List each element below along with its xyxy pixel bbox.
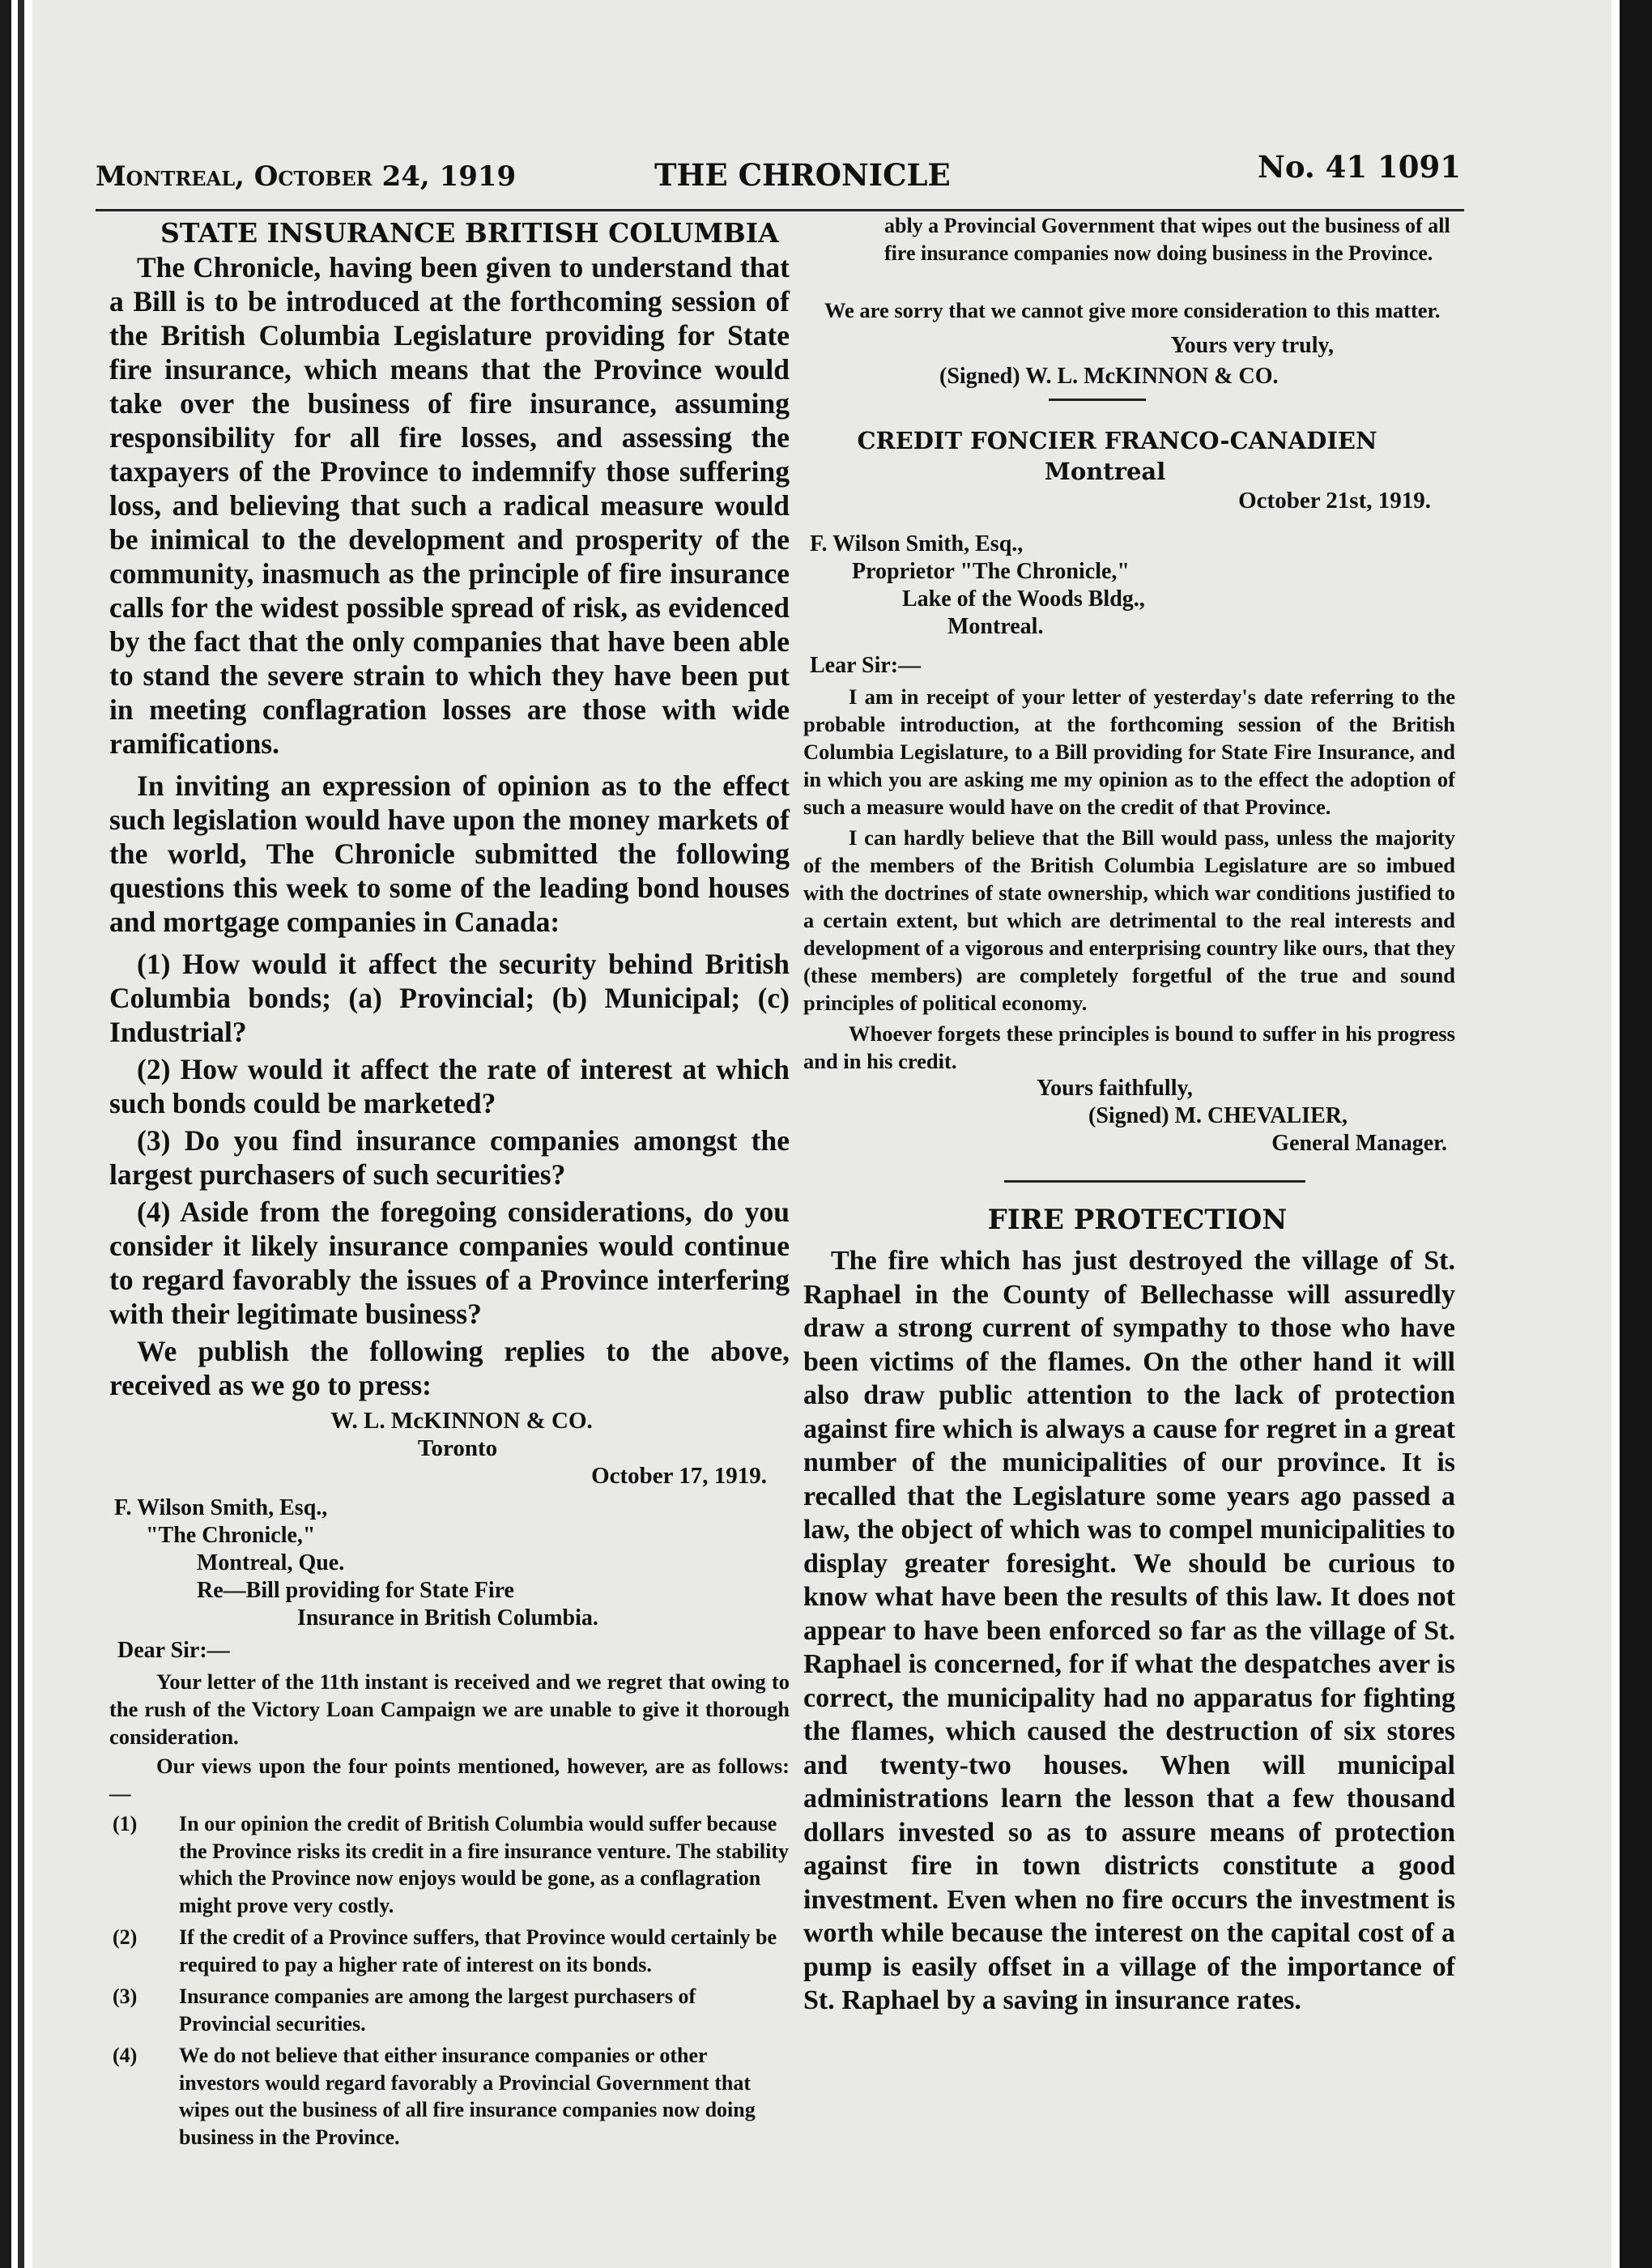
article-body-state-insurance (109, 250, 790, 1402)
article-paragraph: The fire which has just destroyed the village of St. Raphael in the County of Bellechasse will assuredly draw a strong current of sympathy to those who have been victims of the flames. On the other hand it will also draw public attention to the lack of protection against fire which is always a cause for regret in a great number of the municipalities of our province. It is recalled that the Legislature some years ago passed a law, the object of which was to compel municipalities to display greater foresight. We should be curious to know what have been the results of this law. It does not appear to have been enforced so far as the village of St. Raphael is concerned, for if what the despatches aver is correct, the municipality had no apparatus for fighting the flames, which caused the destruction of six stores and twenty-two houses. When will municipal administrations learn the lesson that a few thousand dollars invested so as to assure means of protection against fire in town districts constitute a good investment. Even when no fire occurs the investment is worth while because the interest on the capital cost of a pump is easily offset in a village of the importance of St. Raphael by a saving in insurance rates. (803, 1246, 1455, 2015)
letter-address-line: F. Wilson Smith, Esq., (114, 1495, 328, 1520)
article-title-fire-protection: FIRE PROTECTION (987, 1204, 1288, 1236)
header-masthead: THE CHRONICLE (654, 157, 951, 193)
article-body-fire-protection (803, 1244, 1455, 2018)
letter-body: Our views upon the four points mentioned, however, are as follows:— (109, 1754, 790, 1805)
letter-signature: (Signed) W. L. McKINNON & CO. (939, 364, 1279, 389)
letter-city: Montreal (1044, 458, 1166, 485)
letter-closing-text: We are sorry that we cannot give more consideration to this matter. (824, 298, 1441, 322)
article-paragraph: (2) How would it affect the rate of interest at which such bonds could be marketed? (109, 1053, 790, 1119)
letter-address-line: Lake of the Woods Bldg., (902, 586, 1145, 612)
letter-mckinnon (109, 1407, 790, 2149)
letter-salutation: Lear Sir:— (810, 653, 922, 678)
page-header (96, 143, 1461, 191)
letter-paragraph: Whoever forgets these principles is bound to suffer in his progress and in his credit. (803, 1021, 1455, 1073)
letter-firm: W. L. McKINNON & CO. (330, 1408, 593, 1434)
scan-edge-left (0, 0, 11, 2268)
list-item (109, 1924, 790, 1978)
point-text: In our opinion the credit of British Columbia would suffer because the Province risks its credit in a fire insurance venture. The stability which the Province now enjoys would be gone, as a conflagration might prove very costly. (179, 1812, 790, 1917)
article-paragraph: The Chronicle, having been given to understand that a Bill is to be introduced at the forthcoming session of the British Columbia Legislature providing for State fire insurance, which means that the Province would take over the business of fire insurance, assuming responsibility for all fire losses, and assessing the taxpayers of the Province to indemnify those suffering loss, and believing that such a radical measure would be inimical to the development and prosperity of the community, inasmuch as the principle of fire insurance calls for the widest possible spread of risk, as evidenced by the fact that the only companies that have been able to stand the severe strain to which they have been put in meeting conflagration losses are those with wide ramifications. (109, 251, 790, 760)
letter-address-line: Montreal. (947, 614, 1044, 639)
letter-address-line: F. Wilson Smith, Esq., (810, 531, 1024, 556)
short-divider (1049, 399, 1146, 401)
letter-paragraph: I am in receipt of your letter of yesterday's date referring to the probable introduction, at the forthcoming session of the British Columbia Legislature, to a Bill providing for State Fire Insurance, and in which you are asking me my opinion as to the effect the adoption of such a measure would have on the credit of that Province. (803, 684, 1455, 819)
section-divider (1004, 1180, 1305, 1183)
list-item (109, 1983, 790, 2037)
letter-signer-title: General Manager. (1271, 1131, 1447, 1156)
letter-points-list (109, 1810, 790, 2149)
letter-date: October 17, 1919. (591, 1463, 767, 1489)
list-item (109, 1810, 790, 1919)
continued-point-text: ably a Provincial Government that wipes out the business of all fire insurance companies now doing business in the Province. (884, 214, 1450, 265)
point-text: Insurance companies are among the largest purchasers of Provincial securities. (179, 1985, 696, 2036)
newspaper-page (32, 0, 1612, 2268)
header-page-number: No. 41 1091 (1258, 149, 1461, 185)
article-paragraph: We publish the following replies to the above, received as we go to press: (109, 1335, 790, 1401)
letter-continuation-note (803, 212, 1455, 296)
letter-paragraph: I can hardly believe that the Bill would pass, unless the majority of the members of the British Columbia Legislature are so imbued with the doctrines of state ownership, which war conditions justified to a certain extent, but which are detrimental to the real interests and development of a vigorous and enterprising country like ours, that they (these members) are completely forgetful of the true and sound principles of political economy. (803, 825, 1455, 1015)
letter-body: Your letter of the 11th instant is received and we regret that owing to the rush of the Victory Loan Campaign we are unable to give it thorough consideration. (109, 1669, 790, 1749)
scan-edge-left-inner (18, 0, 24, 2268)
list-item (109, 2042, 790, 2149)
point-number: (3) (113, 1985, 138, 2008)
header-dateline: Montreal, October 24, 1919 (96, 160, 517, 193)
article-paragraph: (1) How would it affect the security behind British Columbia bonds; (a) Provincial; (b) Municipal; (c) Industrial? (109, 948, 790, 1048)
letter-re-line: Insurance in British Columbia. (297, 1605, 598, 1631)
letter-mckinnon-continued (803, 212, 1455, 1183)
letter-date: October 21st, 1919. (1238, 488, 1431, 514)
right-column (803, 212, 1455, 2018)
left-column (109, 217, 790, 2149)
letter-address-line: "The Chronicle," (146, 1523, 316, 1548)
point-text: If the credit of a Province suffers, that Province would certainly be required to pay a higher rate of interest on its bonds. (179, 1925, 777, 1976)
letter-city: Toronto (417, 1435, 498, 1461)
point-number: (4) (113, 2044, 138, 2067)
scan-edge-right (1620, 0, 1652, 2268)
letter-firm: CREDIT FONCIER FRANCO-CANADIEN (857, 427, 1377, 454)
article-title-state-insurance: STATE INSURANCE BRITISH COLUMBIA (160, 217, 779, 249)
letter-re-line: Re—Bill providing for State Fire (197, 1578, 514, 1603)
article-paragraph: (4) Aside from the foregoing considerations, do you consider it likely insurance companies would continue to regard favorably the issues of a Province interfering with their legitimate business? (109, 1196, 790, 1330)
header-rule (96, 209, 1464, 211)
letter-address-line: Proprietor "The Chronicle," (852, 559, 1130, 584)
point-number: (1) (113, 1812, 138, 1835)
letter-closing: Yours very truly, (1170, 333, 1334, 358)
article-fire-protection (803, 1204, 1455, 2018)
letter-address-line: Montreal, Que. (197, 1550, 345, 1575)
article-paragraph: (3) Do you find insurance companies amongst the largest purchasers of such securities? (109, 1124, 790, 1191)
point-text: We do not believe that either insurance companies or other investors would regard favorably a Provincial Government that wipes out the business of all fire insurance companies now doing business in the Province. (179, 2044, 756, 2149)
article-paragraph: In inviting an expression of opinion as to the effect such legislation would have upon the money markets of the world, The Chronicle submitted the following questions this week to some of the leading bond houses and mortgage companies in Canada: (109, 770, 790, 938)
letter-salutation: Dear Sir:— (117, 1638, 230, 1663)
letter-signature: (Signed) M. CHEVALIER, (1088, 1103, 1348, 1128)
point-number: (2) (113, 1925, 138, 1949)
letter-closing: Yours faithfully, (1037, 1076, 1193, 1101)
